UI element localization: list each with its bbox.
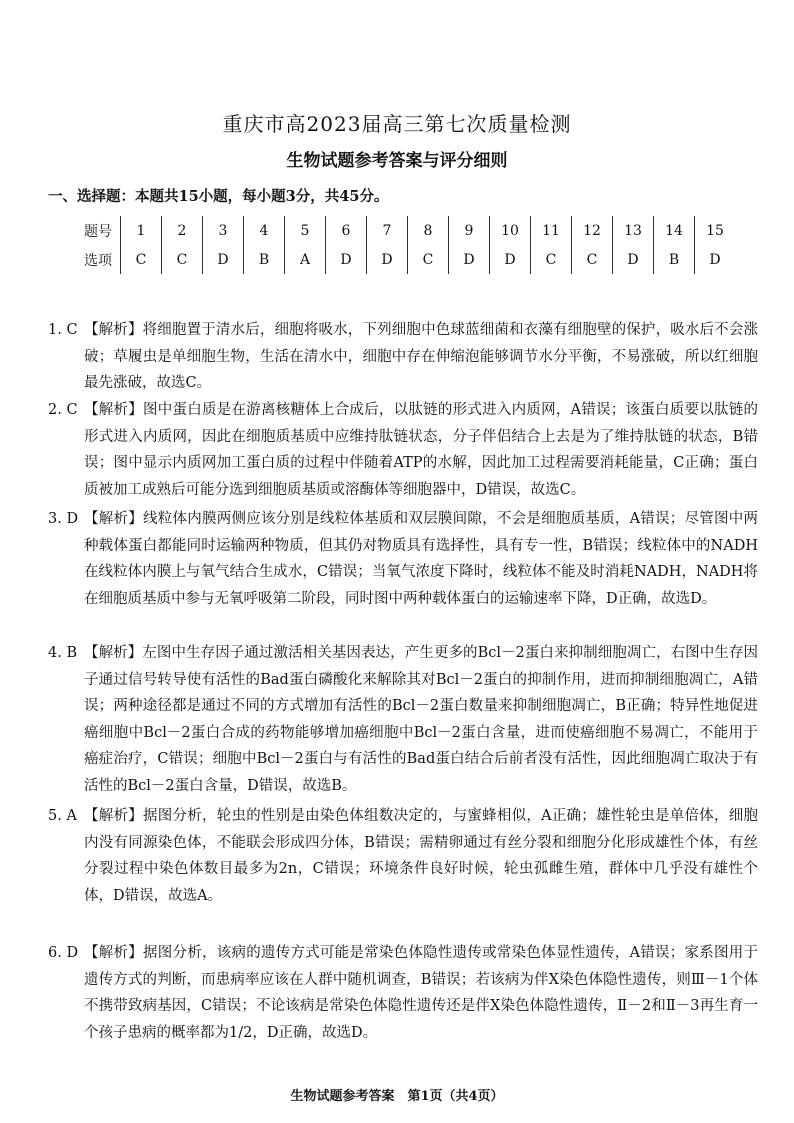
answer-table-number-row	[76, 216, 735, 245]
question-number: 3	[203, 216, 244, 245]
explanation-item	[48, 317, 758, 397]
explanation-item	[48, 803, 758, 909]
question-number: 12	[572, 216, 613, 245]
question-number: 11	[531, 216, 572, 245]
question-number: 2	[162, 216, 203, 245]
page-title: 重庆市高2023届高三第七次质量检测	[222, 112, 572, 136]
explanation-item	[48, 940, 758, 1046]
question-number: 4	[244, 216, 285, 245]
question-number: 9	[449, 216, 490, 245]
explanation-item	[48, 640, 758, 799]
answer-table-choice-row	[76, 245, 735, 274]
answer-choice: D	[203, 245, 244, 274]
item-text: 【解析】将细胞置于清水后，细胞将吸水，下列细胞中色球蓝细菌和衣藻有细胞壁的保护，吸水后不会涨破；草履虫是单细胞生物，生活在清水中，细胞中存在伸缩泡能够调节水分平衡，不易涨破，所以红细胞最先涨破，故选C。	[84, 322, 758, 391]
item-number: 5. A	[48, 808, 77, 824]
question-number: 14	[654, 216, 695, 245]
answer-choice: C	[572, 245, 613, 274]
answer-choice: B	[654, 245, 695, 274]
section-heading: 一、选择题：本题共15小题，每小题3分，共45分。	[48, 188, 389, 205]
explanation-item	[48, 397, 758, 503]
answer-choice: C	[162, 245, 203, 274]
item-text: 【解析】据图分析，该病的遗传方式可能是常染色体隐性遗传或常染色体显性遗传，A错误；家系图用于遗传方式的判断，而患病率应该在人群中随机调查，B错误；若该病为伴X染色体隐性遗传，则Ⅲ－1个体不携带致病基因，C错误；不论该病是常染色体隐性遗传还是伴X染色体隐性遗传，Ⅱ－2和Ⅱ－3再生育一个孩子患病的概率都为1/2，D正确，故选D。	[84, 945, 758, 1041]
question-number: 10	[490, 216, 531, 245]
row-label-choice: 选项	[84, 252, 112, 269]
answer-choice: C	[531, 245, 572, 274]
item-text: 【解析】线粒体内膜两侧应该分别是线粒体基质和双层膜间隙，不会是细胞质基质，A错误；尽管图中两种载体蛋白都能同时运输两种物质，但其仍对物质具有选择性，具有专一性，B错误；线粒体中的NADH在线粒体内膜上与氧气结合生成水，C错误；当氧气浓度下降时，线粒体不能及时消耗NADH，NADH将在细胞质基质中参与无氧呼吸第二阶段，同时图中两种载体蛋白的运输速率下降，D正确，故选D。	[84, 511, 758, 607]
explanation-item	[48, 506, 758, 612]
item-number: 2. C	[48, 402, 78, 418]
answer-choice: B	[244, 245, 285, 274]
question-number: 5	[285, 216, 326, 245]
answer-choice: D	[613, 245, 654, 274]
item-text: 【解析】左图中生存因子通过激活相关基因表达，产生更多的Bcl－2蛋白来抑制细胞凋亡，右图中生存因子通过信号转导使有活性的Bad蛋白磷酸化来解除其对Bcl－2蛋白的抑制作用，进而抑制细胞凋亡，A错误；两种途径都是通过不同的方式增加有活性的Bcl－2蛋白数量来抑制细胞凋亡，B正确；特异性地促进癌细胞中Bcl－2蛋白合成的药物能够增加癌细胞中Bcl－2蛋白含量，进而使癌细胞不易凋亡，不能用于癌症治疗，C错误；细胞中Bcl－2蛋白与有活性的Bad蛋白结合后前者没有活性，因此细胞凋亡取决于有活性的Bcl－2蛋白含量，D错误，故选B。	[84, 645, 758, 794]
answer-choice: D	[449, 245, 490, 274]
answer-choice: D	[326, 245, 367, 274]
answer-choice: D	[695, 245, 736, 274]
answer-choice: C	[121, 245, 162, 274]
page-footer: 生物试题参考答案 第1页（共4页）	[290, 1089, 504, 1104]
page-subtitle: 生物试题参考答案与评分细则	[286, 151, 508, 171]
answer-choice: C	[408, 245, 449, 274]
item-number: 4. B	[48, 645, 78, 661]
item-number: 1. C	[48, 322, 78, 338]
answer-choice: D	[490, 245, 531, 274]
answer-choice: D	[367, 245, 408, 274]
item-number: 3. D	[48, 511, 79, 527]
item-text: 【解析】据图分析，轮虫的性别是由染色体组数决定的，与蜜蜂相似，A正确；雄性轮虫是单倍体，细胞内没有同源染色体，不能联会形成四分体，B错误；需精卵通过有丝分裂和细胞分化形成雄性个体，有丝分裂过程中染色体数目最多为2n，C错误；环境条件良好时候，轮虫孤雌生殖，群体中几乎没有雄性个体，D错误，故选A。	[84, 808, 758, 904]
question-number: 15	[695, 216, 736, 245]
item-number: 6. D	[48, 945, 79, 961]
answer-table	[76, 216, 735, 274]
question-number: 7	[367, 216, 408, 245]
row-label-number: 题号	[84, 223, 112, 240]
question-number: 1	[121, 216, 162, 245]
item-text: 【解析】图中蛋白质是在游离核糖体上合成后，以肽链的形式进入内质网，A错误；该蛋白质要以肽链的形式进入内质网，因此在细胞质基质中应维持肽链状态，分子伴侣结合上去是为了维持肽链的状态，B错误；图中显示内质网加工蛋白质的过程中伴随着ATP的水解，因此加工过程需要消耗能量，C正确；蛋白质被加工成熟后可能分选到细胞质基质或溶酶体等细胞器中，D错误，故选C。	[84, 402, 758, 498]
answer-choice: A	[285, 245, 326, 274]
question-number: 8	[408, 216, 449, 245]
question-number: 6	[326, 216, 367, 245]
question-number: 13	[613, 216, 654, 245]
